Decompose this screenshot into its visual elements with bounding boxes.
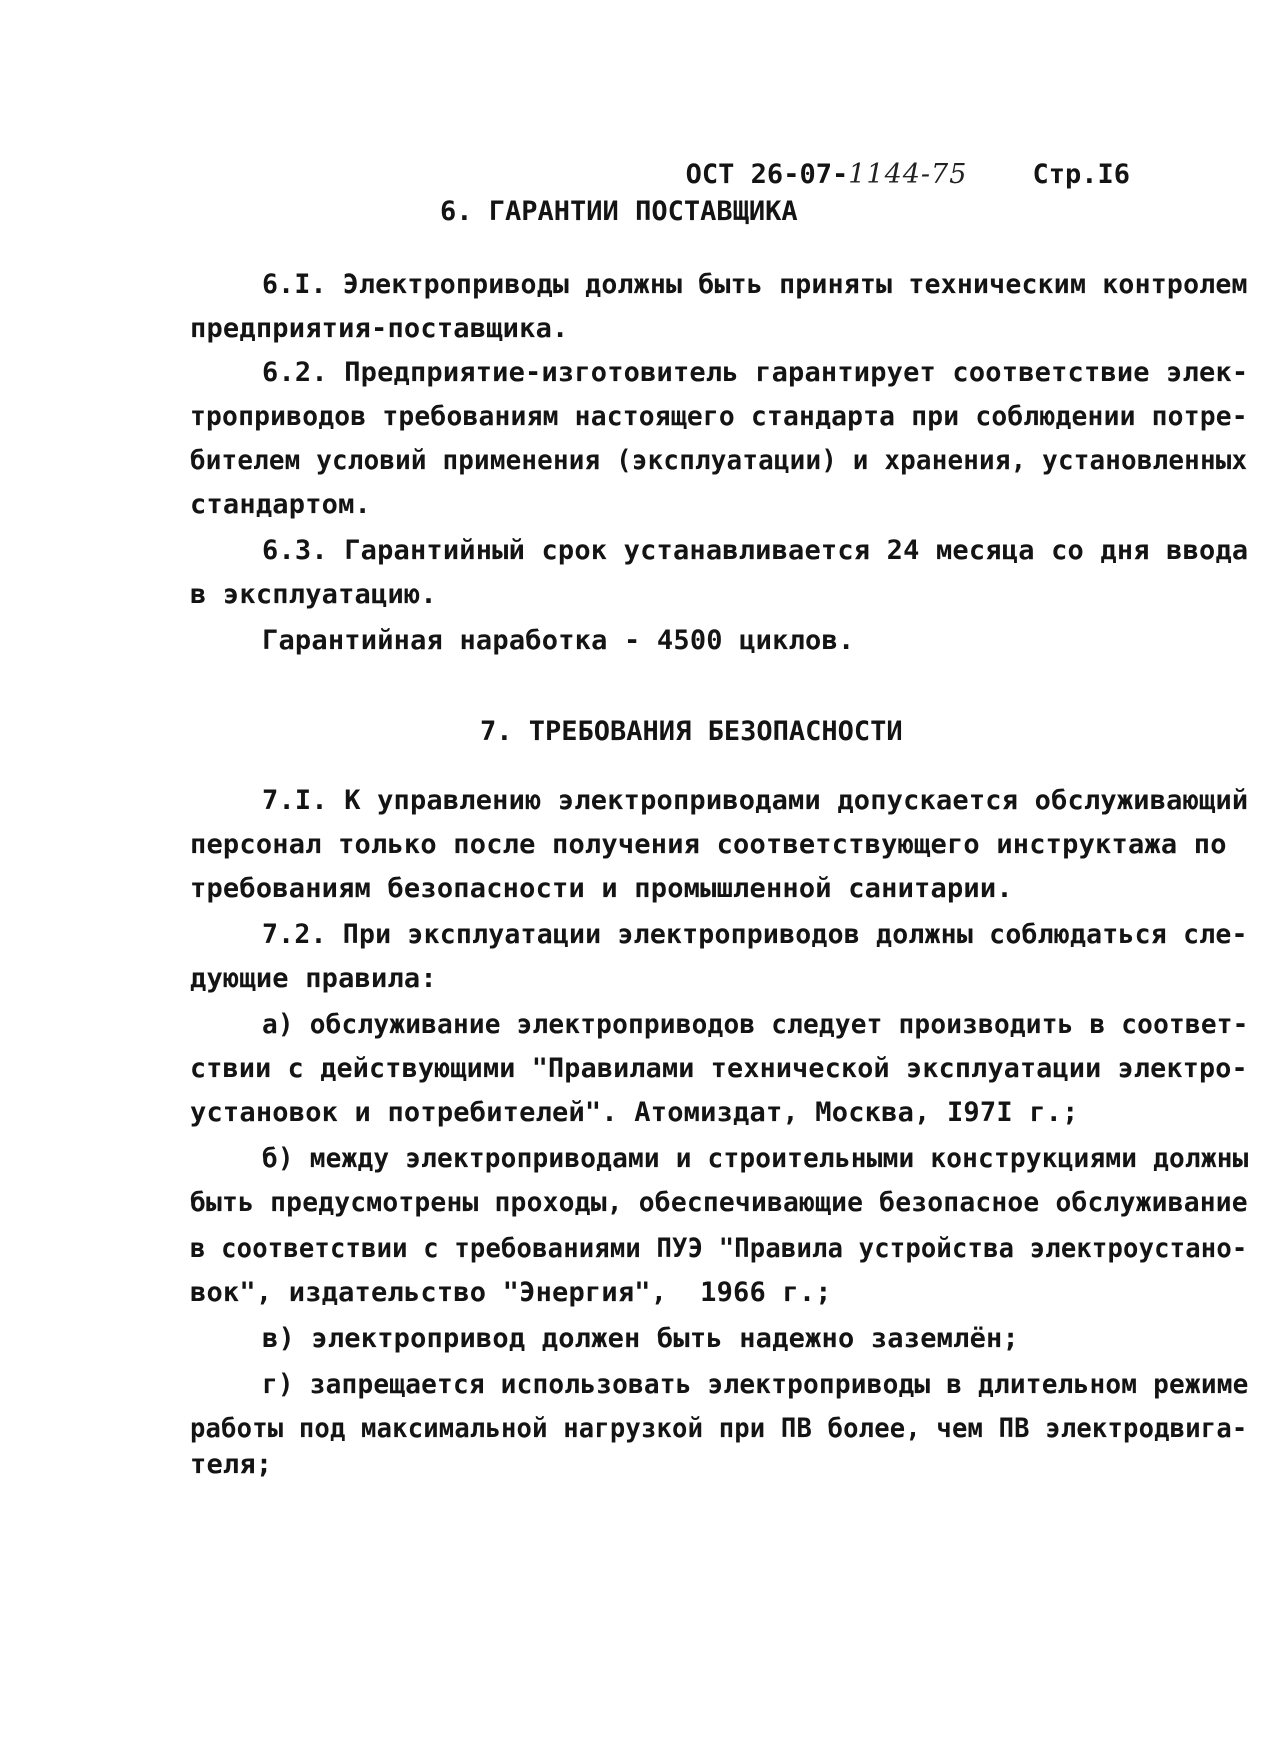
s7-line-5: дующие правила: <box>190 963 437 994</box>
s7-line-8: установок и потребителей". Атомиздат, Москва, I97I г.; <box>190 1097 1079 1128</box>
s6-line-5: бителем условий применения (эксплуатации) и хранения, установленных <box>190 445 1248 476</box>
s6-line-7: 6.3. Гарантийный срок устанавливается 24 месяца со дня ввода <box>262 535 1249 566</box>
section-7-title: 7. ТРЕБОВАНИЯ БЕЗОПАСНОСТИ <box>480 716 903 747</box>
s7-line-16: теля; <box>190 1449 273 1480</box>
s7-line-6: а) обслуживание электроприводов следует производить в соответ- <box>262 1009 1249 1040</box>
s7-line-12: вок", издательство "Энергия", 1966 г.; <box>190 1277 832 1308</box>
s7-line-2: персонал только после получения соответствующего инструктажа по <box>190 829 1227 860</box>
s6-line-3: 6.2. Предприятие-изготовитель гарантирует соответствие элек- <box>262 357 1249 388</box>
s7-line-14: г) запрещается использовать электроприводы в длительном режиме <box>262 1369 1249 1400</box>
section-6-title: 6. ГАРАНТИИ ПОСТАВЩИКА <box>440 196 798 227</box>
doc-number-handwritten: 1144-75 <box>848 159 968 190</box>
s7-line-15: работы под максимальной нагрузкой при ПВ более, чем ПВ электродвига- <box>190 1413 1248 1444</box>
s7-line-11: в соответствии с требованиями ПУЭ "Правила устройства электроустано- <box>190 1233 1248 1264</box>
s6-line-9: Гарантийная наработка - 4500 циклов. <box>262 625 855 656</box>
s7-line-1: 7.I. К управлению электроприводами допускается обслуживающий <box>262 785 1249 816</box>
s6-line-1: 6.I. Электроприводы должны быть приняты техническим контролем <box>262 269 1248 300</box>
s7-line-13: в) электропривод должен быть надежно заземлён; <box>262 1323 1019 1354</box>
s7-line-3: требованиям безопасности и промышленной санитарии. <box>190 873 1013 904</box>
doc-number: ОСТ 26-07- <box>685 159 849 190</box>
s6-line-4: троприводов требованиям настоящего стандарта при соблюдении потре- <box>190 401 1248 432</box>
s6-line-6: стандартом. <box>190 489 372 520</box>
s7-line-9: б) между электроприводами и строительными конструкциями должны <box>262 1143 1249 1174</box>
s6-line-8: в эксплуатацию. <box>190 579 437 610</box>
page-number: Стр.I6 <box>1032 159 1130 190</box>
s6-line-2: предприятия-поставщика. <box>190 313 569 344</box>
s7-line-4: 7.2. При эксплуатации электроприводов должны соблюдаться сле- <box>262 919 1248 950</box>
s7-line-10: быть предусмотрены проходы, обеспечивающие безопасное обслуживание <box>190 1187 1248 1218</box>
s7-line-7: ствии с действующими "Правилами технической эксплуатации электро- <box>190 1053 1248 1084</box>
